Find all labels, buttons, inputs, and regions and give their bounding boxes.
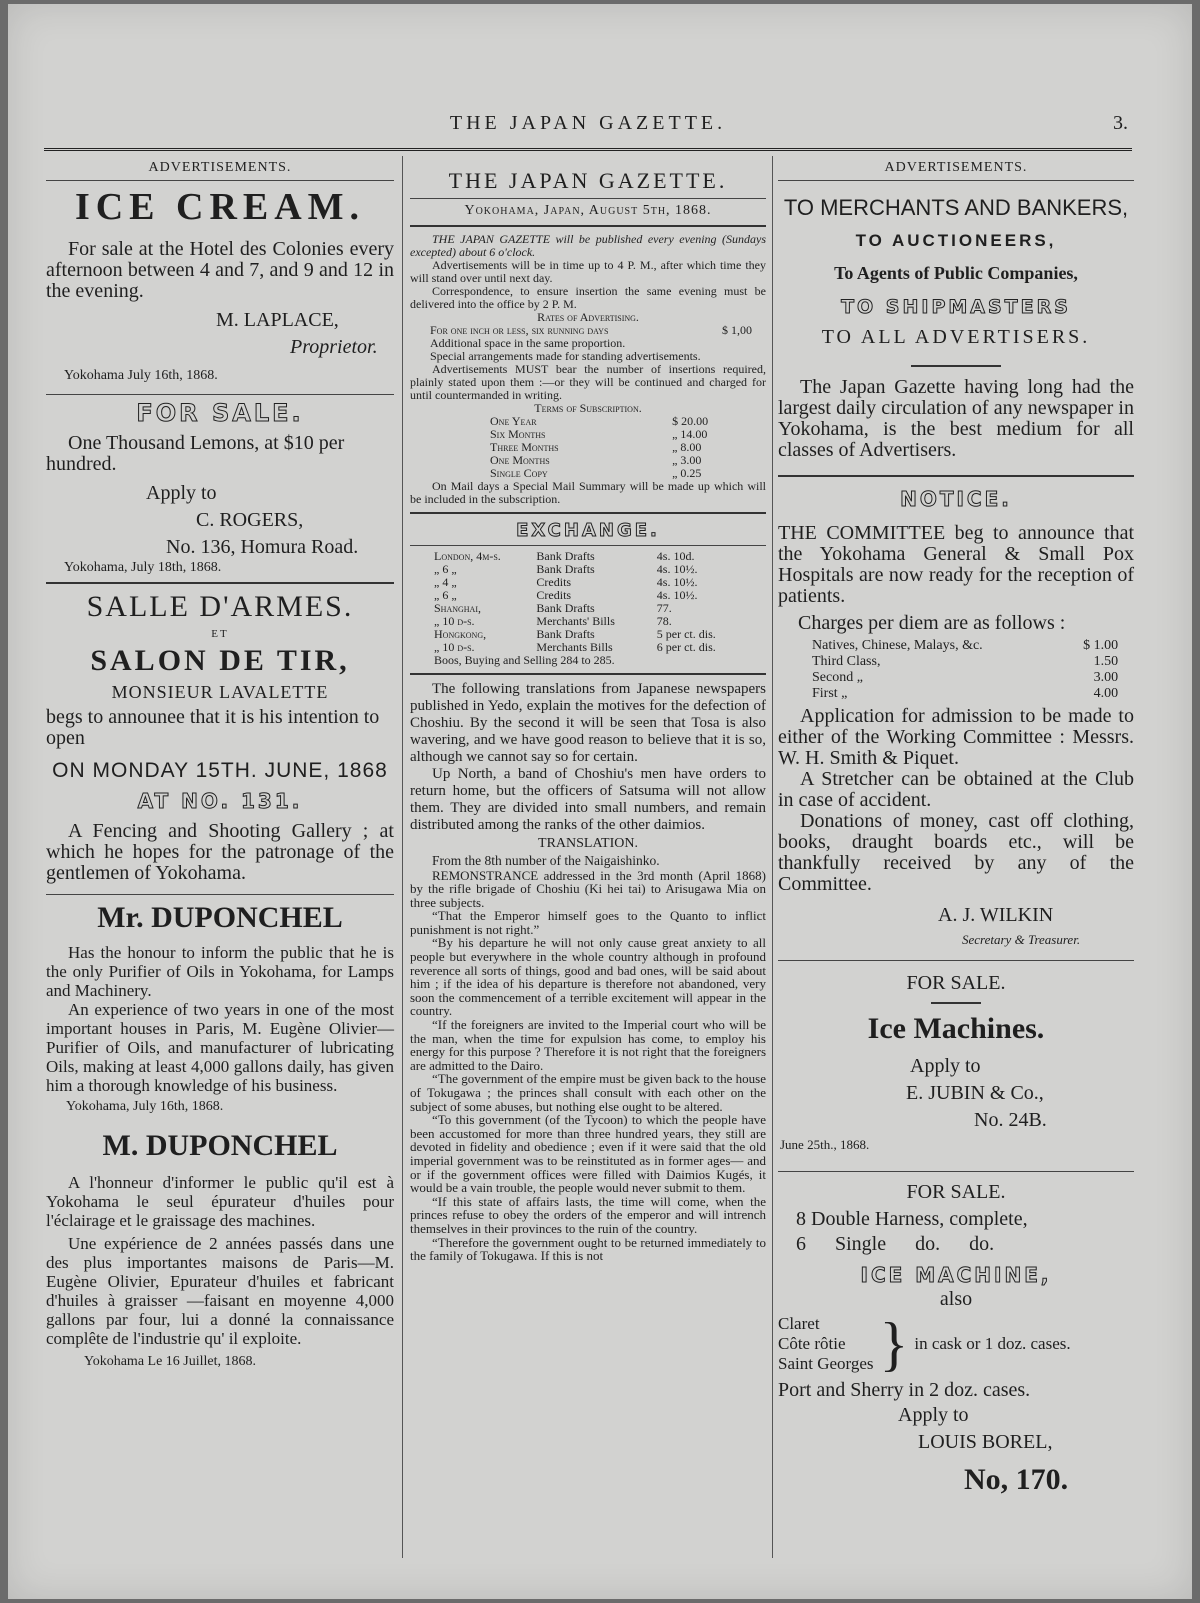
charges-label: Third Class,: [812, 654, 881, 669]
ad-title: FOR SALE.: [136, 399, 304, 427]
salle-darmes-ad: [46, 590, 394, 884]
ad-title: SALLE D'ARMES.: [86, 590, 354, 623]
column-1: [46, 160, 394, 1571]
dateline: Yokohama, Japan, August 5th, 1868.: [464, 203, 712, 218]
ad-date: Yokohama Le 16 Juillet, 1868.: [84, 1354, 257, 1369]
exchange-item: Credits: [536, 588, 572, 602]
ad-title: Mr. DUPONCHEL: [97, 901, 343, 934]
rate-value: $ 1,00: [722, 323, 752, 337]
translation-paragraph: “To this government (of the Tycoon) to which the people have been accustomed for more than three hundred years, they still are devoted in fidelity and obedience ; even if it were said that the old imperial government was to be reinstituted as in former ages— and or if the government offices were filled with Daimios Kugés, it would be a vain trouble, the people would never submit to them.: [410, 1112, 766, 1196]
ad-for-sale: FOR SALE.: [906, 972, 1006, 994]
ice-cream-ad: [46, 185, 394, 384]
notice-role: Secretary & Treasurer.: [962, 932, 1081, 947]
duponchel-english-ad: [46, 901, 394, 1115]
ad-title-2: SALON DE TIR,: [90, 644, 350, 677]
exchange-place: „ 6 „: [434, 562, 457, 576]
ad-body-2: A Fencing and Shooting Gallery ; at which he hopes for the patronage of the gentlemen of Yokohama.: [46, 820, 394, 884]
exchange-item: Credits: [536, 575, 572, 589]
ad-line-agents: To Agents of Public Companies,: [834, 263, 1078, 283]
charges-table: [812, 638, 1118, 702]
lemons-ad: [46, 399, 394, 576]
ad-line-advertisers: TO ALL ADVERTISERS.: [821, 326, 1091, 348]
ad-title: Ice Machines.: [867, 1012, 1045, 1045]
terms-value: „ 14.00: [672, 427, 708, 441]
ad-et: ET: [211, 628, 229, 640]
translation-paragraph: “The government of the empire must be given back to the house of Tokugawa ; the princes shall consult with each other on the subject of some abuses, but nothing else ought to be altered.: [410, 1071, 766, 1114]
masthead: [48, 112, 1128, 142]
section-heading: ADVERTISEMENTS.: [148, 160, 292, 175]
wine-item: Claret: [778, 1314, 820, 1333]
ad-body: One Thousand Lemons, at $10 per hundred.: [46, 432, 345, 475]
wine-item: Côte rôtie: [778, 1334, 846, 1353]
ad-name: LOUIS BOREL,: [918, 1431, 1053, 1453]
ad-body-2: An experience of two years in one of the most important houses in Paris, M. Eugène Olivier—Purifier of Oils, and manufacturer of lubricating Oils, making at least 4,000 gallons daily, has given him a thorough knowledge of his business.: [46, 1000, 394, 1095]
ad-also: also: [939, 1288, 973, 1310]
ad-body: The Japan Gazette having long had the largest daily circulation of any newspaper in Yokohama, is the best medium for all classes of Advertisers.: [778, 376, 1134, 461]
ad-title: M. DUPONCHEL: [102, 1129, 338, 1162]
exchange-item: Bank Drafts: [536, 549, 595, 563]
ad-body: begs to announee that it is his intention to open: [46, 706, 380, 749]
translation-heading: TRANSLATION.: [538, 836, 638, 851]
ad-apply: Apply to: [898, 1404, 969, 1426]
column-divider: [402, 156, 403, 1558]
notice-body-2: Application for admission to be made to either of the Working Committee : Messrs. W. H. Smith & Piquet.: [778, 705, 1134, 769]
ad-date-line: ON MONDAY 15TH. JUNE, 1868: [52, 759, 388, 782]
exchange-rate: 78.: [656, 614, 672, 628]
ad-body: For sale at the Hotel des Colonies every afternoon between 4 and 7, and 9 and 12 in the evening.: [46, 238, 394, 302]
terms-title: Terms of Subscription.: [534, 401, 642, 415]
exchange-place: Shanghai,: [434, 601, 482, 615]
exchange-rate: 4s. 10½.: [656, 588, 698, 602]
translation-paragraph: “If this state of affairs lasts, the time will come, when the princes refuse to obey the orders of the emperor and will intrench themselves in their provinces to the ruin of the country.: [410, 1193, 766, 1236]
translation-paragraph: “By his departure he will not only cause great anxiety to all people but everywhere in the whole country although in profound reverence all sorts of things, good and bad ones, will be said about him ; if the idea of his departure is therefore not abandoned, very soon the commencement of a terrible excitement will appear in the country.: [410, 935, 766, 1019]
exchange-table: [434, 550, 747, 654]
translation-paragraph: REMONSTRANCE addressed in the 3rd month (April 1868) by the rifle brigade of Choshiu (Ki hei tai) to Arisugawa Mia on three subjects.: [410, 867, 766, 910]
section-heading: ADVERTISEMENTS.: [884, 160, 1028, 175]
ice-machines-ad: [778, 973, 1134, 1153]
ad-name: MONSIEUR LAVALETTE: [111, 682, 329, 702]
ad-body: Has the honour to inform the public that he is the only Purifier of Oils in Yokohama, for Lamps and Machinery.: [46, 943, 394, 1000]
rate-note: Special arrangements made for standing advertisements.: [430, 349, 701, 363]
ad-address: AT NO. 131.: [137, 789, 303, 813]
duponchel-french-ad: [46, 1129, 394, 1370]
charges-value: $ 1.00: [1083, 638, 1119, 653]
ad-apply: Apply to: [910, 1055, 981, 1077]
notice-body: THE COMMITTEE beg to announce that the Yokohama General & Small Pox Hospitals are now ready for the reception of patients.: [778, 522, 1134, 607]
charges-value: 1.50: [1093, 654, 1119, 669]
terms-value: $ 20.00: [672, 414, 709, 428]
ad-body: A l'honneur d'informer le public qu'il est à Yokohama le seul épurateur d'huiles pour l'éclairage et le graissage des machines.: [46, 1173, 394, 1230]
column-2: [410, 160, 766, 1571]
ad-number: No, 170.: [964, 1463, 1069, 1496]
terms-label: One Months: [490, 453, 550, 467]
translation-paragraph: “If the foreigners are invited to the Imperial court who will be the man, when the time for expulsion has come, to employ his energy for this purpose ? Therefore it is not right that the foreigners are admitted to the Dairo.: [410, 1017, 766, 1073]
terms-label: Three Months: [490, 440, 559, 454]
ad-date: June 25th., 1868.: [780, 1137, 870, 1152]
brace-symbol: }: [879, 1311, 909, 1377]
translation-source: From the 8th number of the Naigaishinko.: [432, 853, 660, 868]
ad-name: E. JUBIN & Co.,: [906, 1082, 1044, 1104]
exchange-item: Bank Drafts: [536, 627, 595, 641]
exchange-place: „ 6 „: [434, 588, 457, 602]
exchange-place: Hongkong,: [434, 627, 487, 641]
charges-value: 4.00: [1093, 686, 1119, 701]
charges-row: [812, 670, 1118, 686]
exchange-item: Bank Drafts: [536, 562, 595, 576]
ad-date: Yokohama, July 16th, 1868.: [66, 1099, 224, 1114]
ad-line-auctioneers: TO AUCTIONEERS,: [855, 231, 1057, 250]
exchange-title: EXCHANGE.: [516, 520, 660, 541]
charges-row: [812, 686, 1118, 702]
rate-note: Additional space in the same proportion.: [430, 336, 626, 350]
masthead-title: THE JAPAN GAZETTE.: [449, 112, 727, 134]
notice-title: NOTICE.: [900, 487, 1012, 511]
mail-note: On Mail days a Special Mail Summary will be made up which will be included in the subscription.: [410, 479, 766, 506]
charges-label: First „: [812, 686, 848, 701]
exchange-rate: 77.: [656, 601, 672, 615]
notice-advertisements: Advertisements will be in time up to 4 P. M., after which time they will stand over until next day.: [410, 258, 766, 285]
editorial-title: THE JAPAN GAZETTE.: [448, 168, 728, 193]
ad-role: Proprietor.: [290, 336, 378, 358]
exchange-rate: 4s. 10½.: [656, 575, 698, 589]
exchange-boos: Boos, Buying and Selling 284 to 285.: [434, 653, 615, 667]
wine-item: Saint Georges: [778, 1354, 874, 1373]
charges-value: 3.00: [1093, 670, 1119, 685]
ad-name: M. LAPLACE,: [216, 309, 339, 331]
ad-body-2: Une expérience de 2 années passés dans une des plus importantes maisons de Paris—M. Eugène Olivier, Epurateur d'huiles et fabricant d'huiles à graisser —faisant en moyenne 4,000 gallons par four, lui a donné la connaissance complête de l'industrie qu' il exploite.: [46, 1234, 394, 1348]
notice-name: A. J. WILKIN: [938, 904, 1054, 926]
notice-publishing: THE JAPAN GAZETTE will be published every evening (Sundays excepted) about 6 o'clock.: [410, 232, 766, 259]
column-3: [778, 160, 1134, 1571]
rate-note: Advertisements MUST bear the number of insertions required, plainly stated upon them :—or they will be continued and charged for until countermanded in writing.: [410, 362, 766, 402]
charges-label: Second „: [812, 670, 863, 685]
column-divider: [772, 156, 773, 1558]
terms-value: „ 0.25: [672, 466, 702, 480]
ad-address: No. 136, Homura Road.: [166, 536, 359, 558]
exchange-item: Merchants Bills: [536, 640, 613, 654]
terms-label: Single Copy: [490, 466, 548, 480]
ad-apply: Apply to: [146, 482, 217, 504]
charges-label: Natives, Chinese, Malays, &c.: [812, 638, 983, 653]
ad-address: No. 24B.: [974, 1109, 1047, 1131]
merchants-ad: [778, 195, 1134, 461]
ad-line: 6 Single do. do.: [796, 1233, 995, 1255]
terms-label: Six Months: [490, 427, 546, 441]
newspaper-page: [8, 4, 1192, 1599]
exchange-place: „ 10 d-s.: [434, 640, 475, 654]
hospital-notice: [778, 487, 1134, 948]
top-rule: [44, 148, 1132, 151]
translation-paragraph: “That the Emperor himself goes to the Quanto to inflict punishment is not right.”: [410, 908, 766, 937]
exchange-rate: 4s. 10d.: [656, 549, 695, 563]
terms-table: [490, 415, 768, 480]
rates-title: Rates of Advertising.: [537, 310, 639, 324]
article-paragraph: Up North, a band of Choshiu's men have orders to return home, but the officers of Satsuma will not allow them. They are divided into small numbers, and remain distributed among the ranks of the other daimios.: [410, 766, 766, 833]
page-number: 3.: [1113, 112, 1128, 134]
exchange-rate: 5 per ct. dis.: [656, 627, 716, 641]
exchange-rate: 6 per ct. dis.: [656, 640, 716, 654]
exchange-row: [434, 576, 747, 589]
ad-name: C. ROGERS,: [196, 509, 304, 531]
terms-value: „ 3.00: [672, 453, 702, 467]
exchange-item: Merchants' Bills: [536, 614, 615, 628]
charges-row: [812, 638, 1118, 654]
ad-date: Yokohama July 16th, 1868.: [64, 368, 218, 383]
exchange-row: [434, 563, 747, 576]
ad-port: Port and Sherry in 2 doz. cases.: [778, 1379, 1031, 1401]
ad-date: Yokohama, July 18th, 1868.: [64, 560, 222, 575]
notice-correspondence: Correspondence, to ensure insertion the same evening must be delivered into the office by 2 P. M.: [410, 284, 766, 311]
wines-note: in cask or 1 doz. cases.: [914, 1334, 1071, 1353]
terms-value: „ 8.00: [672, 440, 702, 454]
ad-for-sale: FOR SALE.: [906, 1181, 1006, 1203]
charges-row: [812, 654, 1118, 670]
rate-label: For one inch or less, six running days: [430, 323, 609, 337]
exchange-place: London, 4m-s.: [434, 549, 501, 563]
exchange-place: „ 10 d-s.: [434, 614, 475, 628]
article-paragraph: The following translations from Japanese newspapers published in Yedo, explain the motives for the defection of Choshiu. By the second it will be seen that Tosa is also wavering, and we have good reason to believe that it is so, although we cannot say so for certain.: [410, 681, 766, 765]
ad-machine: ICE MACHINE,: [860, 1263, 1052, 1287]
louis-borel-ad: [778, 1182, 1134, 1497]
ad-line: 8 Double Harness, complete,: [796, 1208, 1028, 1230]
terms-label: One Year: [490, 414, 537, 428]
ad-line-shipmasters: TO SHIPMASTERS: [841, 296, 1071, 318]
ad-title: ICE CREAM.: [74, 186, 366, 228]
charges-heading: Charges per diem are as follows :: [798, 612, 1066, 634]
notice-body-3: A Stretcher can be obtained at the Club in case of accident.: [778, 768, 1134, 811]
publication-notices: [410, 233, 766, 506]
exchange-place: „ 4 „: [434, 575, 457, 589]
exchange-rate: 4s. 10½.: [656, 562, 698, 576]
notice-body-4: Donations of money, cast off clothing, books, draught boards etc., will be thankfully received by any of the Committee.: [778, 810, 1134, 895]
exchange-item: Bank Drafts: [536, 601, 595, 615]
ad-line-merchants: TO MERCHANTS AND BANKERS,: [783, 195, 1129, 220]
editorial-article: [410, 681, 766, 1263]
wines-list: [778, 1311, 1134, 1377]
translation-paragraph: “Therefore the government ought to be returned immediately to the family of Tokugawa. If this is not: [410, 1234, 766, 1264]
